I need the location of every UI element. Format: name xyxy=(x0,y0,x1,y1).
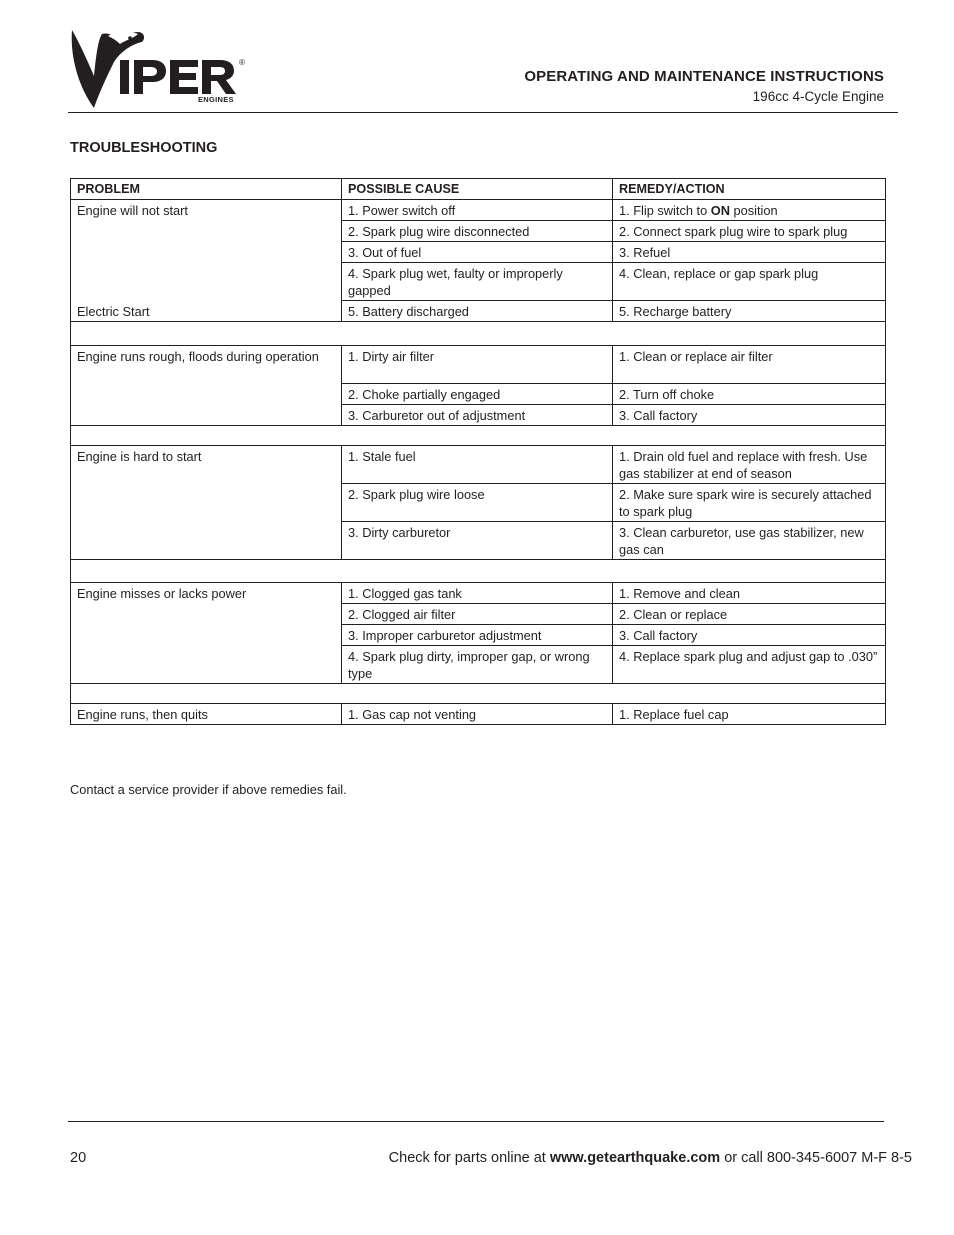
problem-cell xyxy=(71,625,342,646)
cause-cell: 2. Clogged air filter xyxy=(342,604,613,625)
header-remedy-action: REMEDY/ACTION xyxy=(613,179,886,200)
footer-url-link[interactable]: www.getearthquake.com xyxy=(549,1150,721,1166)
cause-cell: 1. Dirty air filter xyxy=(342,346,613,384)
remedy-bold-text: ON xyxy=(710,203,730,218)
table-row xyxy=(71,484,886,522)
remedy-cell xyxy=(613,200,886,221)
remedy-cell: 3. Call factory xyxy=(613,405,886,426)
cause-cell: 4. Spark plug dirty, improper gap, or wrong type xyxy=(342,646,613,684)
table-row xyxy=(71,263,886,301)
table-header-row xyxy=(71,179,886,200)
logo-registered-mark: ® xyxy=(239,58,245,67)
remedy-cell: 2. Turn off choke xyxy=(613,384,886,405)
remedy-cell: 2. Make sure spark wire is securely attached to spark plug xyxy=(613,484,886,522)
cause-cell: 4. Spark plug wet, faulty or improperly gapped xyxy=(342,263,613,301)
footer-divider xyxy=(68,1121,884,1122)
remedy-cell: 1. Clean or replace air filter xyxy=(613,346,886,384)
table-spacer-row xyxy=(71,322,886,346)
remedy-cell: 1. Drain old fuel and replace with fresh. Use gas stabilizer at end of season xyxy=(613,446,886,484)
cause-cell: 3. Out of fuel xyxy=(342,242,613,263)
table-row xyxy=(71,384,886,405)
problem-cell: Engine runs, then quits xyxy=(71,704,342,725)
footer-contact xyxy=(389,1150,912,1166)
cause-cell: 3. Improper carburetor adjustment xyxy=(342,625,613,646)
section-title: TROUBLESHOOTING xyxy=(70,140,218,156)
cause-cell: 3. Carburetor out of adjustment xyxy=(342,405,613,426)
problem-cell: Engine misses or lacks power xyxy=(71,583,342,604)
remedy-cell: 1. Replace fuel cap xyxy=(613,704,886,725)
remedy-cell: 3. Clean carburetor, use gas stabilizer, new gas can xyxy=(613,522,886,560)
table-spacer-row xyxy=(71,560,886,583)
problem-cell xyxy=(71,242,342,263)
problem-cell xyxy=(71,484,342,522)
remedy-cell: 3. Refuel xyxy=(613,242,886,263)
table-row xyxy=(71,242,886,263)
table-row xyxy=(71,604,886,625)
problem-cell xyxy=(71,405,342,426)
table-spacer-row xyxy=(71,426,886,446)
cause-cell: 2. Choke partially engaged xyxy=(342,384,613,405)
remedy-text: position xyxy=(729,203,778,218)
table-row xyxy=(71,221,886,242)
table-row xyxy=(71,405,886,426)
table-row xyxy=(71,704,886,725)
remedy-cell: 4. Clean, replace or gap spark plug xyxy=(613,263,886,301)
header-divider xyxy=(68,112,898,113)
remedy-cell: 5. Recharge battery xyxy=(613,301,886,322)
page-number: 20 xyxy=(70,1150,87,1166)
remedy-cell: 2. Connect spark plug wire to spark plug xyxy=(613,221,886,242)
problem-cell xyxy=(71,221,342,242)
problem-cell xyxy=(71,384,342,405)
remedy-text: 1. Flip switch to xyxy=(619,203,711,218)
problem-cell: Engine is hard to start xyxy=(71,446,342,484)
remedy-cell: 1. Remove and clean xyxy=(613,583,886,604)
cause-cell: 1. Clogged gas tank xyxy=(342,583,613,604)
table-row xyxy=(71,646,886,684)
table-row xyxy=(71,446,886,484)
header-possible-cause: POSSIBLE CAUSE xyxy=(342,179,613,200)
troubleshooting-table xyxy=(70,178,886,725)
viper-engines-logo xyxy=(68,26,248,112)
table-row xyxy=(71,200,886,221)
document-subtitle: 196cc 4-Cycle Engine xyxy=(752,89,884,104)
cause-cell: 3. Dirty carburetor xyxy=(342,522,613,560)
problem-cell: Engine will not start xyxy=(71,200,342,221)
table-row xyxy=(71,583,886,604)
remedy-cell: 2. Clean or replace xyxy=(613,604,886,625)
logo-engines-text: ENGINES xyxy=(198,95,234,104)
problem-cell xyxy=(71,263,342,301)
footer-text-pre: Check for parts online at xyxy=(388,1150,550,1166)
cause-cell: 1. Power switch off xyxy=(342,200,613,221)
cause-cell: 2. Spark plug wire disconnected xyxy=(342,221,613,242)
footnote: Contact a service provider if above remedies fail. xyxy=(70,782,347,797)
problem-cell: Electric Start xyxy=(71,301,342,322)
header-problem: PROBLEM xyxy=(71,179,342,200)
cause-cell: 2. Spark plug wire loose xyxy=(342,484,613,522)
problem-cell xyxy=(71,604,342,625)
table-spacer-row xyxy=(71,684,886,704)
cause-cell: 1. Gas cap not venting xyxy=(342,704,613,725)
cause-cell: 1. Stale fuel xyxy=(342,446,613,484)
cause-cell: 5. Battery discharged xyxy=(342,301,613,322)
document-title: OPERATING AND MAINTENANCE INSTRUCTIONS xyxy=(524,68,884,85)
footer-text-post: or call 800-345-6007 M-F 8-5 xyxy=(720,1150,912,1166)
table-row xyxy=(71,346,886,384)
problem-cell xyxy=(71,522,342,560)
remedy-cell: 3. Call factory xyxy=(613,625,886,646)
remedy-cell: 4. Replace spark plug and adjust gap to .030” xyxy=(613,646,886,684)
table-row xyxy=(71,301,886,322)
problem-cell: Engine runs rough, floods during operation xyxy=(71,346,342,384)
table-row xyxy=(71,522,886,560)
table-row xyxy=(71,625,886,646)
problem-cell xyxy=(71,646,342,684)
